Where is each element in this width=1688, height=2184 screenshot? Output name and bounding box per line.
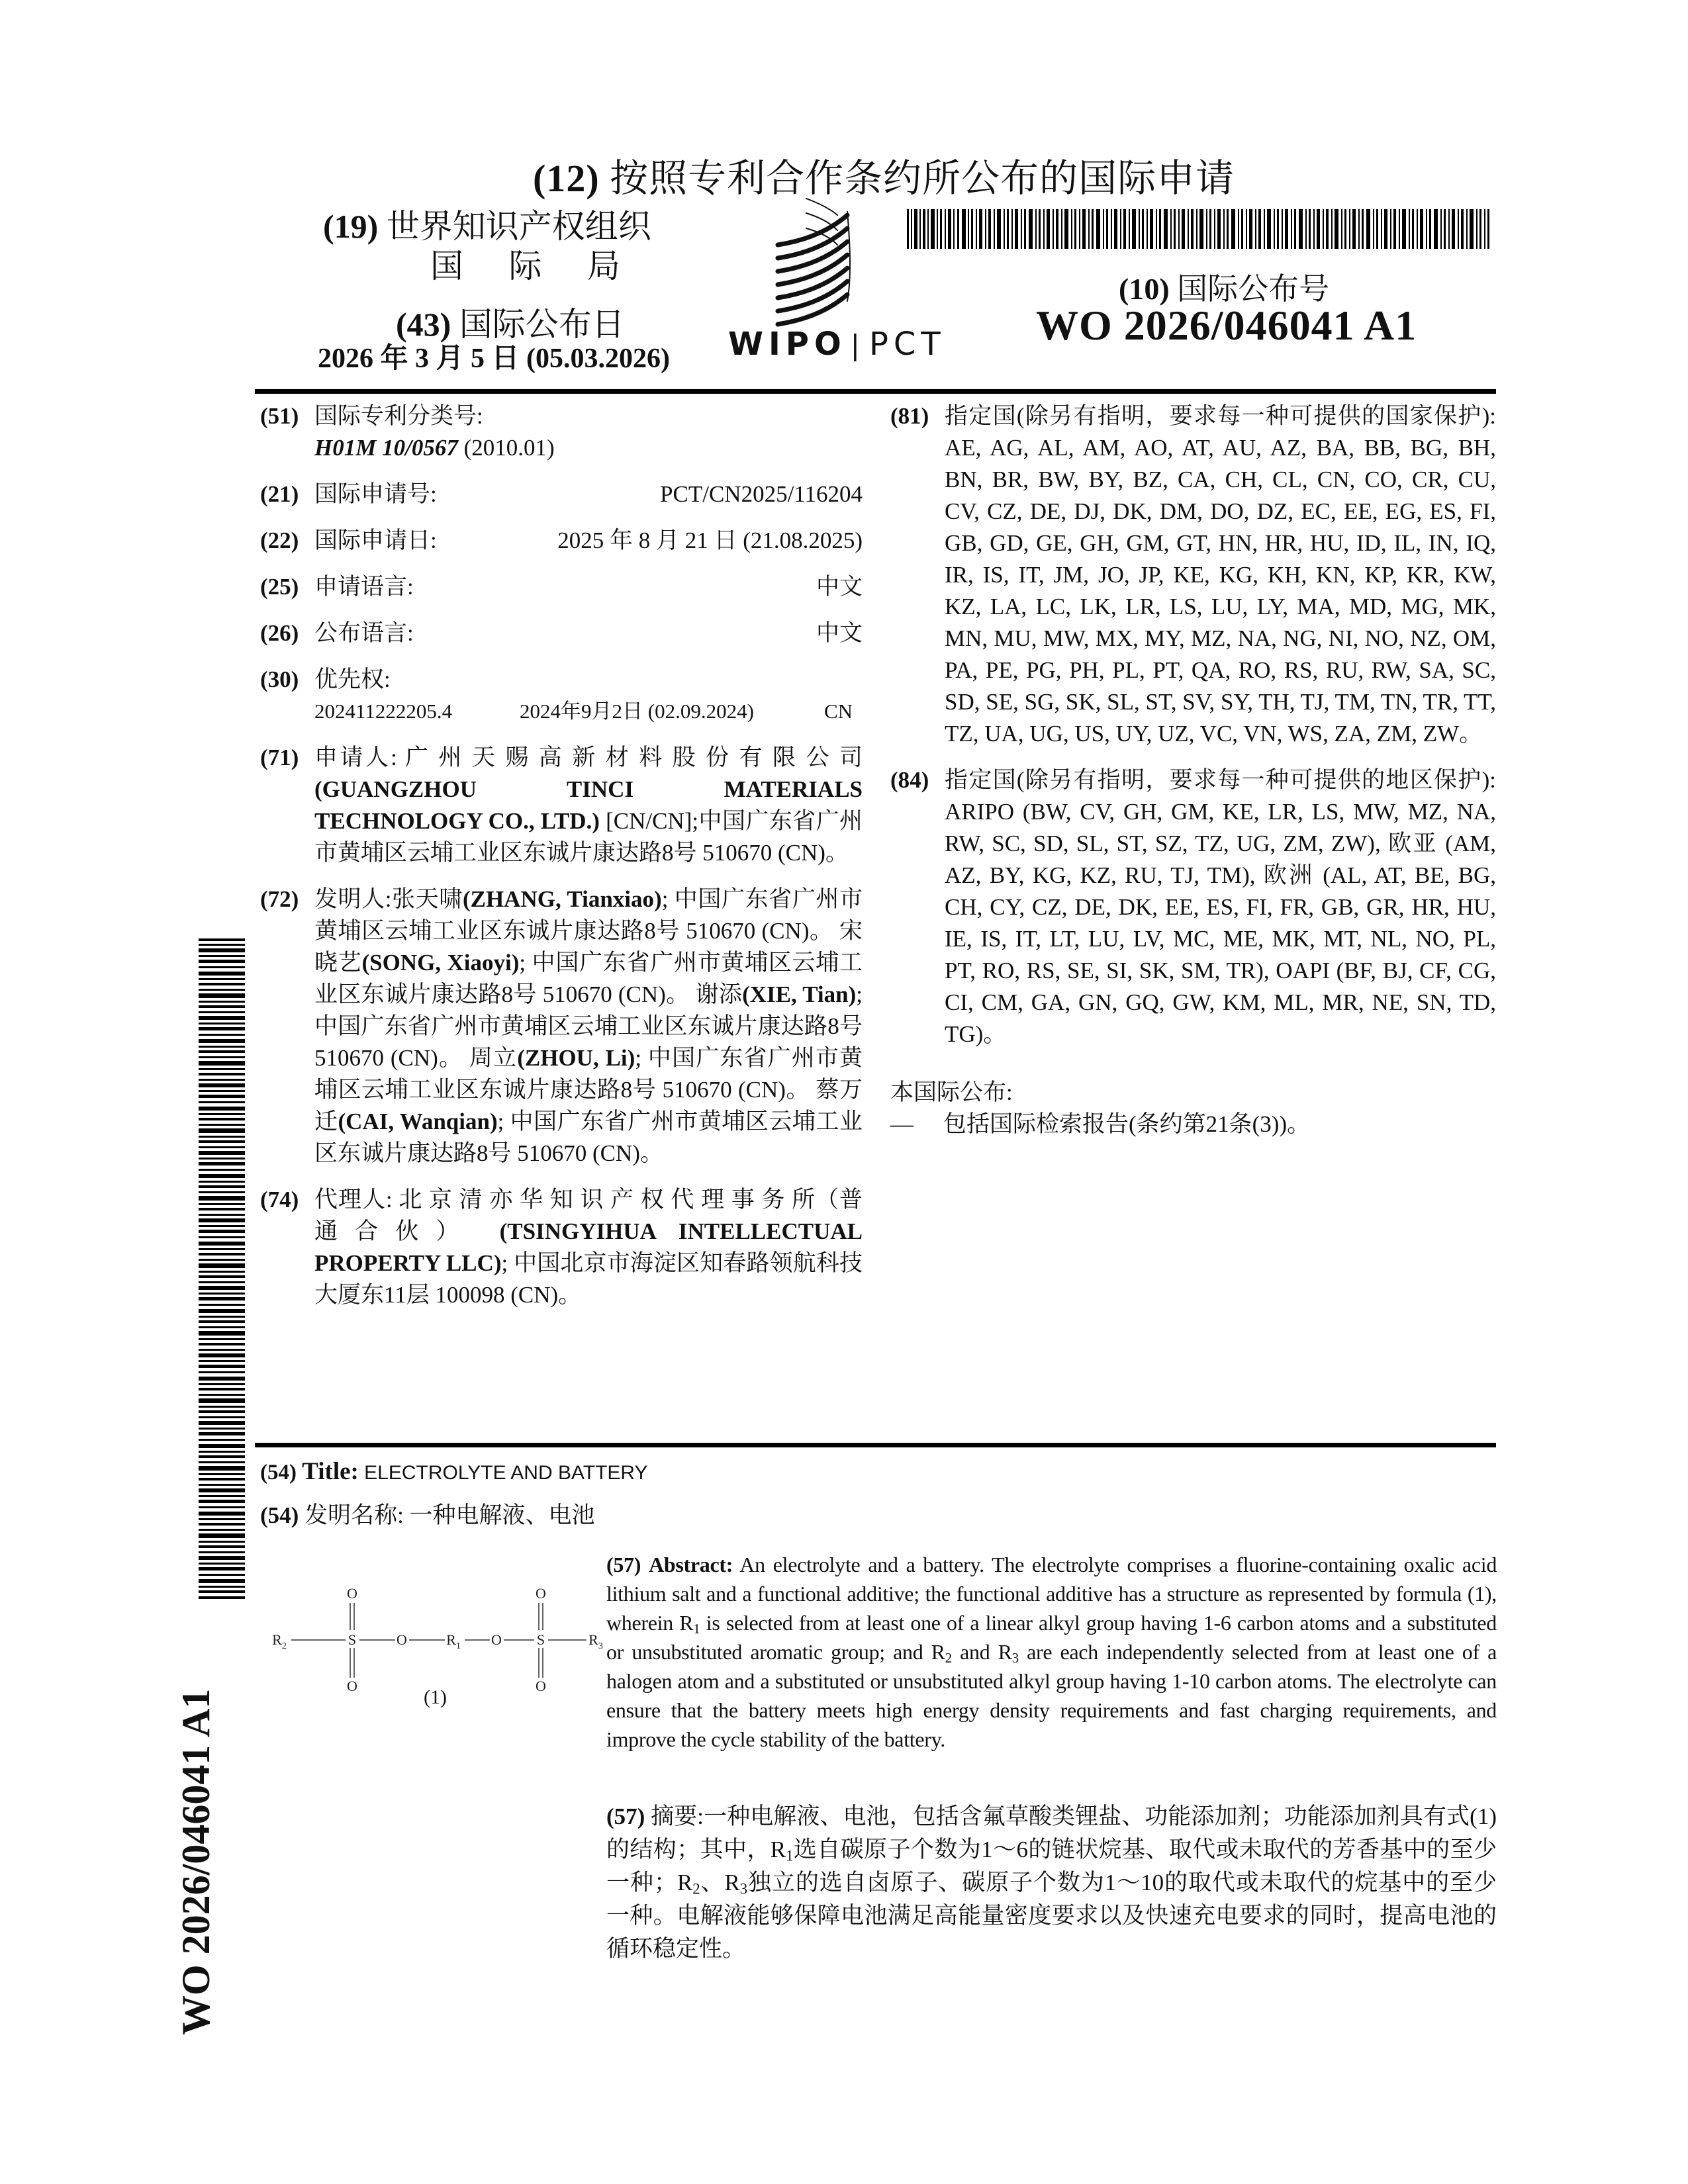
field-label: 优先权: bbox=[314, 666, 391, 692]
title-label: 发明名称: bbox=[305, 1502, 404, 1528]
field-priority bbox=[260, 664, 863, 727]
publication-note-item: 包括国际检索报告(条约第21条(3))。 bbox=[943, 1111, 1311, 1137]
svg-text:R3: $R_3$ bbox=[588, 1631, 603, 1651]
abstract-text: An electrolyte and a battery. The electrolyte comprises a fluorine-containing oxalic acid lithium salt and a functional additive; the functional additive has a structure as represented by formula (1), wherein R bbox=[606, 1553, 1497, 1635]
inventor-name-en: (ZHOU, Li) bbox=[517, 1045, 635, 1071]
inventor-name-zh: 张天啸 bbox=[391, 886, 463, 912]
designated-countries: AE, AG, AL, AM, AO, AT, AU, AZ, BA, BB, BG, BH, BN, BR, BW, BY, BZ, CA, CH, CL, CN, CO, CR, CU, CV, CZ, DE, DJ, DK, DM, DO, DZ, EC, EE, EG, ES, FI, GB, GD, GE, GH, GM, GT, HN, HR, HU, ID, IL, IN, IQ, IR, IS, IT, JM, JO, JP, KE, KG, KH, KN, KP, KR, KW, KZ, LA, LC, LK, LR, LS, LU, LY, MA, MD, MG, MK, MN, MU, MW, MX, MY, MZ, NA, NG, NI, NO, NZ, OM, PA, PE, PG, PH, PL, PT, QA, RO, RS, RU, RW, SA, SC, SD, SE, SG, SK, SL, ST, SV, SY, TH, TJ, TM, TN, TR, TT, TZ, UA, UG, US, UY, UZ, VC, VN, WS, ZA, ZM, ZW。 bbox=[945, 435, 1496, 747]
abstract-label: Abstract: bbox=[649, 1553, 733, 1576]
formula-caption: (1) bbox=[424, 1686, 447, 1708]
inid-code: (72) bbox=[260, 886, 299, 912]
dash-bullet: — bbox=[890, 1111, 914, 1137]
inid-code: (81) bbox=[890, 403, 929, 429]
field-designated-national bbox=[890, 400, 1496, 750]
formula-atom-r2: $R_2$ bbox=[272, 1631, 287, 1651]
abstract-english bbox=[606, 1550, 1497, 1754]
svg-text:O: O bbox=[536, 1678, 546, 1694]
subscript: 3 bbox=[739, 1880, 748, 1897]
field-label: 国际申请日: bbox=[314, 527, 437, 553]
inid-code: (19) bbox=[323, 208, 379, 245]
inventor-address: ; 中国广东省广州市黄埔区云埔工业区东诚片康达路8号 510670 (CN)。 bbox=[314, 950, 863, 1007]
inventor-name-en: (ZHANG, Tianxiao) bbox=[462, 886, 662, 912]
ipc-version: (2010.01) bbox=[463, 435, 555, 461]
subscript: 1 bbox=[693, 1621, 700, 1637]
abstract-text: and R bbox=[951, 1640, 1012, 1664]
title-chinese bbox=[260, 1497, 595, 1530]
abstract-label: 摘要: bbox=[651, 1803, 704, 1829]
inventor-name-zh: 周立 bbox=[469, 1045, 518, 1071]
abstract-chinese bbox=[606, 1800, 1497, 1966]
field-label: 发明人: bbox=[314, 886, 392, 912]
field-label: 指定国(除另有指明，要求每一种可提供的国家保护): bbox=[945, 403, 1496, 429]
field-application-number bbox=[260, 478, 863, 510]
publication-number: WO 2026/046041 A1 bbox=[1036, 302, 1417, 349]
field-label: 申请语言: bbox=[314, 574, 414, 600]
priority-number: 202411222205.4 bbox=[314, 700, 453, 723]
agent-name-zh: 北 京 清 亦 华 知 识 产 权 代 理 事 务 所（普通合伙） bbox=[314, 1187, 863, 1244]
abstract-text: 选自碳原子个数为1～6的链状烷基、取代或未取代的芳香基中的至少一种；R bbox=[606, 1837, 1497, 1895]
wipo-pct-wordmark bbox=[728, 326, 946, 363]
ipc-class: H01M 10/0567 bbox=[314, 435, 458, 461]
svg-text:R1: $R_1$ bbox=[446, 1631, 461, 1651]
filing-language: 中文 bbox=[816, 574, 863, 600]
inventor-name-zh: 谢添 bbox=[695, 981, 743, 1007]
inventor-address: ; 中国广东省广州市黄埔区云埔工业区东诚片康达路8号 510670 (CN)。 bbox=[314, 886, 863, 944]
svg-text:O: O bbox=[536, 1585, 546, 1602]
inid-code: (51) bbox=[260, 403, 299, 429]
priority-date: 2024年9月2日 (02.09.2024) bbox=[520, 700, 754, 723]
field-label: 申请人: bbox=[314, 745, 397, 770]
inid-code: (30) bbox=[260, 666, 299, 692]
inid-code: (57) bbox=[606, 1803, 645, 1829]
side-publication-number: WO 2026/046041 A1 bbox=[174, 1688, 218, 2035]
inventor-name-en: (XIE, Tian) bbox=[742, 981, 857, 1007]
pct-text: PCT bbox=[868, 326, 946, 363]
inid-code: (57) bbox=[606, 1553, 641, 1576]
filing-date: 2025 年 8 月 21 日 (21.08.2025) bbox=[557, 527, 863, 553]
barcode-icon bbox=[907, 209, 1489, 249]
subscript: 2 bbox=[945, 1651, 952, 1666]
title-label: Title: bbox=[302, 1458, 359, 1485]
header-divider bbox=[255, 389, 1496, 394]
pub-date-label-text: 国际公布日 bbox=[459, 306, 625, 343]
inventor-name-zh: 宋晓艺 bbox=[314, 918, 863, 976]
applicant-nationality: [CN/CN]; bbox=[606, 808, 699, 834]
agent-address: ; 中国北京市海淀区知春路领航科技大厦东11层 100098 (CN)。 bbox=[314, 1250, 863, 1308]
publication-language: 中文 bbox=[816, 620, 863, 646]
svg-text:O: O bbox=[491, 1631, 502, 1648]
inid-code: (43) bbox=[396, 306, 451, 343]
priority-country: CN bbox=[824, 700, 853, 723]
inid-code: (54) bbox=[260, 1461, 297, 1484]
field-label: 指定国(除另有指明，要求每一种可提供的地区保护): bbox=[945, 767, 1496, 793]
inventor-name-en: (SONG, Xiaoyi) bbox=[361, 950, 520, 976]
abstract-text: 独立的选自卤原子、碳原子个数为1～10的取代或未取代的烷基中的至少一种。电解液能够保障电池满足高能量密度要求以及快速充电要求的同时，提高电池的循环稳定性。 bbox=[606, 1870, 1497, 1962]
org-bureau: 国 际 局 bbox=[430, 248, 639, 285]
inventor-name-en: (CAI, Wanqian) bbox=[338, 1109, 498, 1134]
field-label: 公布语言: bbox=[314, 620, 414, 646]
wipo-text: WIPO bbox=[728, 326, 847, 363]
field-filing-date bbox=[260, 525, 863, 557]
publication-note-label: 本国际公布: bbox=[890, 1079, 1013, 1105]
field-label: 国际申请号: bbox=[314, 481, 437, 507]
title-divider bbox=[255, 1443, 1496, 1447]
field-ipc bbox=[260, 400, 863, 464]
inid-code: (74) bbox=[260, 1187, 299, 1212]
field-label: 国际专利分类号: bbox=[314, 403, 483, 429]
field-label: 代理人: bbox=[314, 1187, 393, 1212]
field-applicant bbox=[260, 742, 863, 869]
title-value: 一种电解液、电池 bbox=[409, 1502, 595, 1528]
svg-text:S: S bbox=[536, 1631, 545, 1648]
title-value: ELECTROLYTE AND BATTERY bbox=[364, 1462, 648, 1484]
svg-text:O: O bbox=[397, 1631, 407, 1648]
abstract-text: 、R bbox=[700, 1870, 740, 1895]
inid-code: (26) bbox=[260, 620, 299, 646]
agent-name-en: (TSINGYIHUA INTELLECTUAL PROPERTY LLC) bbox=[314, 1218, 863, 1276]
subscript: 1 bbox=[786, 1847, 794, 1864]
vertical-barcode-icon bbox=[199, 938, 245, 1600]
subscript: 3 bbox=[1011, 1651, 1019, 1666]
designated-regions: ARIPO (BW, CV, GH, GM, KE, LR, LS, MW, MZ, NA, RW, SC, SD, SL, ST, SZ, TZ, UG, ZM, ZW), 欧亚 (AM, AZ, BY, KG, KZ, RU, TJ, TM), 欧洲 (AL, AT, BE, BG, CH, CY, CZ, DE, DK, EE, ES, FI, FR, GB, GR, HR, HU, IE, IS, IT, LT, LU, LV, MC, ME, MK, MT, NL, NO, PL, PT, RO, RS, SE, SI, SK, SM, TR), OAPI (BF, BJ, CF, CG, CI, CM, GA, GN, GQ, GW, KM, ML, MR, NE, SN, TD, TG)。 bbox=[945, 799, 1496, 1047]
applicant-name-en: (GUANGZHOU TINCI MATERIALS TECHNOLOGY CO., LTD.) bbox=[314, 776, 863, 834]
publication-note bbox=[890, 1077, 1496, 1140]
org-name-text: 世界知识产权组织 bbox=[386, 208, 651, 245]
svg-text:S: S bbox=[348, 1631, 357, 1648]
ipc-value bbox=[314, 432, 863, 464]
svg-text:O: O bbox=[347, 1678, 357, 1694]
abstract-text: 一种电解液、电池，包括含氟草酸类锂盐、功能添加剂；功能添加剂具有式(1)的结构；其中，R bbox=[606, 1803, 1497, 1862]
inid-code: (84) bbox=[890, 767, 929, 793]
field-designated-regional bbox=[890, 764, 1496, 1050]
inventor-address: ; 中国广东省广州市黄埔区云埔工业区东诚片康达路8号 510670 (CN)。 bbox=[314, 1045, 863, 1103]
bibliographic-left-column bbox=[260, 400, 863, 1326]
bibliographic-right-column bbox=[890, 400, 1496, 1140]
svg-text:O: O bbox=[347, 1585, 357, 1602]
field-inventors bbox=[260, 884, 863, 1169]
inid-code: (71) bbox=[260, 745, 299, 770]
publication-date: 2026 年 3 月 5 日 (05.03.2026) bbox=[318, 343, 670, 374]
title-english bbox=[260, 1457, 648, 1486]
inid-code: (21) bbox=[260, 481, 299, 507]
application-number: PCT/CN2025/116204 bbox=[660, 481, 863, 507]
inventor bbox=[314, 886, 863, 944]
inid-code: (10) bbox=[1119, 272, 1170, 306]
field-filing-language bbox=[260, 571, 863, 603]
document-type: 按照专利合作条约所公布的国际申请 bbox=[610, 157, 1235, 200]
inventor-address: ; 中国广东省广州市黄埔区云埔工业区东诚片康达路8号 510670 (CN)。 bbox=[314, 981, 863, 1071]
pub-number-label-text: 国际公布号 bbox=[1177, 272, 1330, 306]
inventor-name-zh: 蔡万迁 bbox=[314, 1077, 863, 1134]
wordmark-separator: | bbox=[850, 329, 865, 361]
field-agent bbox=[260, 1184, 863, 1311]
field-publication-language bbox=[260, 617, 863, 649]
inid-code: (25) bbox=[260, 574, 299, 600]
subscript: 2 bbox=[692, 1880, 700, 1897]
priority-row bbox=[314, 696, 863, 727]
applicant-address: 中国广东省广州市黄埔区云埔工业区东诚片康达路8号 510670 (CN)。 bbox=[314, 808, 863, 866]
applicant-name-zh: 广 州 天 赐 高 新 材 料 股 份 有 限 公 司 bbox=[404, 745, 863, 770]
abstract-text: are each independently selected from at least one of a halogen atom and a substituted or unsubstituted alkyl group having 1-10 carbon atoms. The electrolyte can ensure that the battery meets high energy density requirements and fast charging requirements, and improve the cycle stability of the battery. bbox=[606, 1640, 1497, 1751]
inid-code: (12) bbox=[533, 157, 600, 200]
inventor-address: ; 中国广东省广州市黄埔区云埔工业区东诚片康达路8号 510670 (CN)。 bbox=[314, 1109, 863, 1166]
inid-code: (54) bbox=[260, 1502, 299, 1528]
inid-code: (22) bbox=[260, 527, 299, 553]
abstract-text: is selected from at least one of a linear alkyl group having 1-6 carbon atoms and a substituted or unsubstituted aromatic group; and R bbox=[606, 1611, 1497, 1664]
